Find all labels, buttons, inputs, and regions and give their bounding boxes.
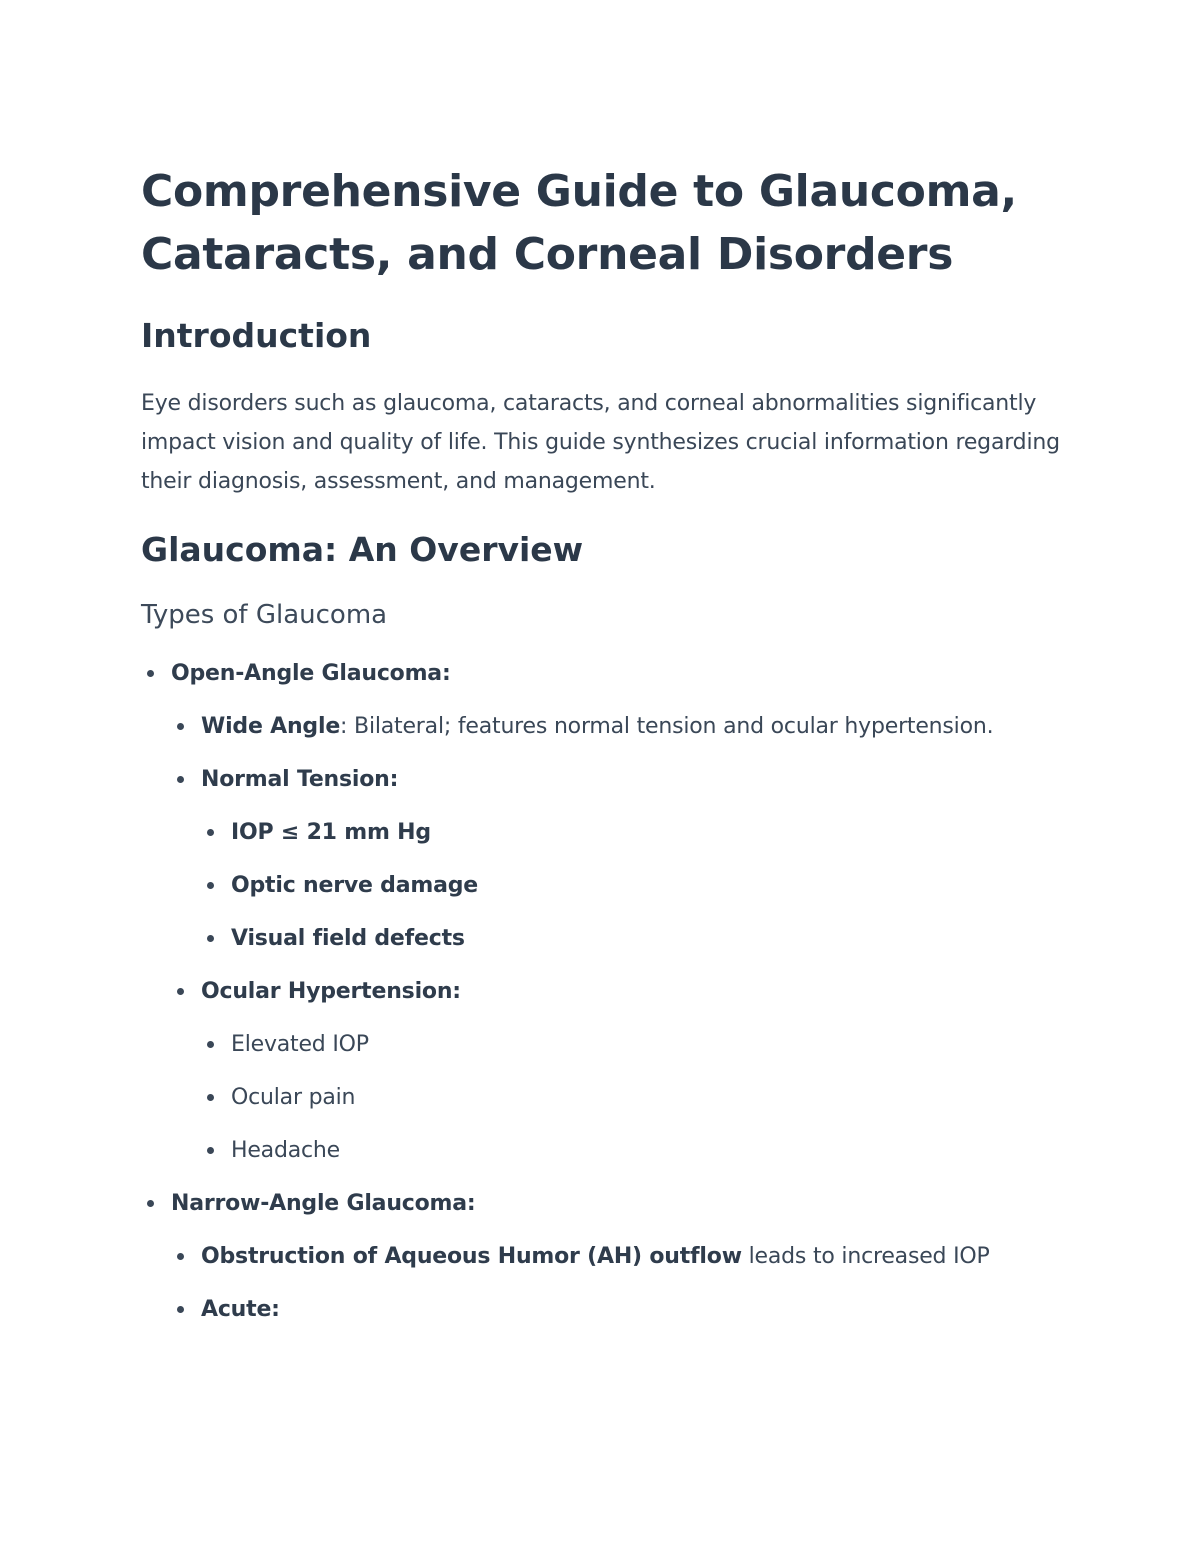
types-heading: Types of Glaucoma (141, 600, 388, 630)
document-page (141, 160, 1061, 1343)
obstruction-text: leads to increased IOP (741, 1244, 990, 1269)
narrow-angle-label: Narrow-Angle Glaucoma: (171, 1191, 476, 1216)
intro-paragraph: Eye disorders such as glaucoma, cataracts, and corneal abnormalities significantly impact vision and quality of life. This guide synthesizes crucial information regarding their diagnosis, assessment, and management. (141, 391, 1060, 494)
normal-tension-sublist (201, 813, 1061, 958)
list-item-normal-tension (201, 760, 1061, 958)
list-item (231, 866, 1061, 905)
open-angle-label: Open-Angle Glaucoma: (171, 661, 451, 686)
list-item-ocular-hypertension (201, 972, 1061, 1170)
ocular-hypertension-sublist (201, 1025, 1061, 1170)
obstruction-label: Obstruction of Aqueous Humor (AH) outflow (201, 1244, 742, 1269)
list-item (231, 919, 1061, 958)
list-item-acute (201, 1290, 1061, 1329)
wide-angle-text: : Bilateral; features normal tension and ocular hypertension. (340, 714, 994, 739)
list-item-narrow-angle (171, 1184, 1061, 1329)
acute-label: Acute: (201, 1297, 280, 1322)
intro-heading: Introduction (141, 316, 372, 355)
normal-tension-item: Visual field defects (231, 926, 465, 951)
list-item: Ocular pain (231, 1078, 1061, 1117)
normal-tension-label: Normal Tension: (201, 767, 399, 792)
glaucoma-types-list (141, 654, 1061, 1329)
glaucoma-heading: Glaucoma: An Overview (141, 530, 584, 569)
document-title: Comprehensive Guide to Glaucoma, Cataracts, and Corneal Disorders (141, 166, 1017, 280)
narrow-angle-sublist (171, 1237, 1061, 1329)
list-item-wide-angle (201, 707, 1061, 746)
list-item: Headache (231, 1131, 1061, 1170)
normal-tension-item: IOP ≤ 21 mm Hg (231, 820, 431, 845)
list-item (231, 813, 1061, 852)
list-item-open-angle (171, 654, 1061, 1170)
list-item-obstruction (201, 1237, 1061, 1276)
normal-tension-item: Optic nerve damage (231, 873, 478, 898)
wide-angle-label: Wide Angle (201, 714, 341, 739)
open-angle-sublist (171, 707, 1061, 1170)
list-item: Elevated IOP (231, 1025, 1061, 1064)
ocular-hypertension-label: Ocular Hypertension: (201, 979, 461, 1004)
